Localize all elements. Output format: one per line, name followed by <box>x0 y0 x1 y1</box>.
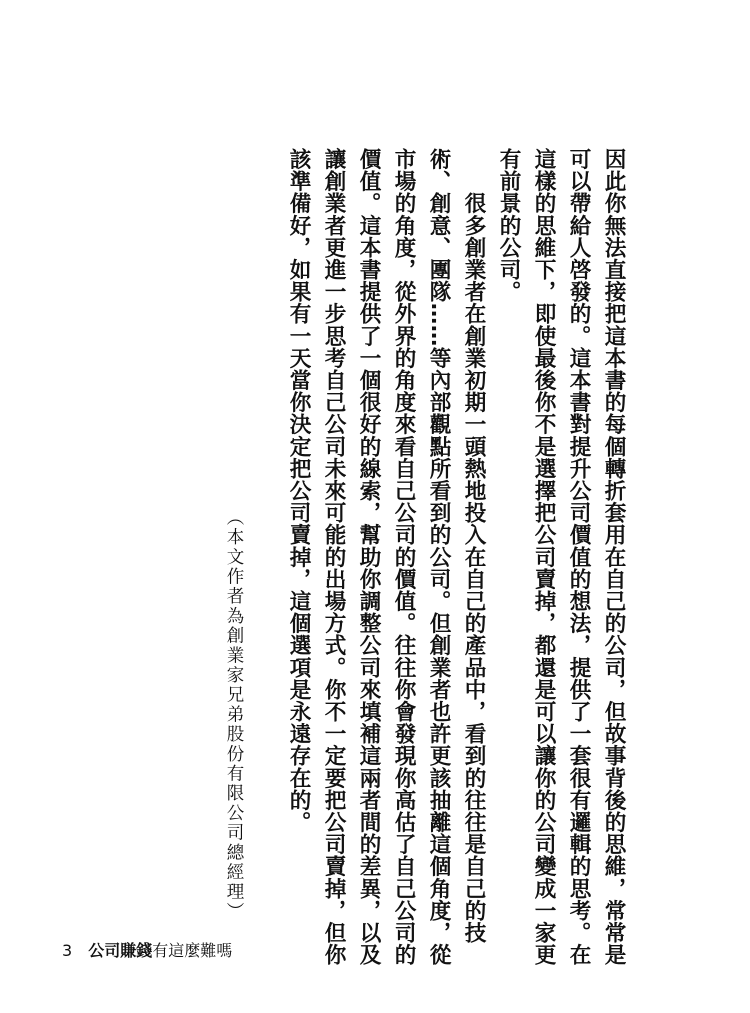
text-column-2: 可以帶給人啓發的。這本書對提升公司價值的想法，提供了一套很有邏輯的思考。在 <box>566 148 591 966</box>
text-column-8: 價值。這本書提供了一個很好的線索，幫助你調整公司來填補這兩者間的差異，以及 <box>356 148 381 966</box>
text-column-4: 有前景的公司。 <box>496 148 521 303</box>
author-note: （本文作者為創業家兄弟股份有限公司總經理） <box>224 508 244 922</box>
text-column-5: 很多創業者在創業初期一頭熱地投入在自己的產品中，看到的往往是自己的技 <box>461 148 486 944</box>
book-title-bold: 公司賺錢 <box>88 941 153 960</box>
text-column-7: 市場的角度，從外界的角度來看自己公司的價值。往往你會發現你高估了自己公司的 <box>391 148 416 966</box>
text-column-10: 該準備好，如果有一天當你決定把公司賣掉，這個選項是永遠存在的。 <box>286 148 311 834</box>
book-title-regular: 有這麼難嗎 <box>152 941 233 960</box>
page-number: 3 <box>62 941 73 960</box>
page-footer <box>62 938 232 961</box>
text-column-1: 因此你無法直接把這本書的每個轉折套用在自己的公司，但故事背後的思維，常常是 <box>601 148 626 966</box>
text-column-9: 讓創業者更進一步思考自己公司未來可能的出場方式。你不一定要把公司賣掉，但你 <box>321 148 346 966</box>
text-column-3: 這樣的思維下，即使最後你不是選擇把公司賣掉，都還是可以讓你的公司變成一家更 <box>531 148 556 966</box>
text-column-6: 術、創意、團隊……等內部觀點所看到的公司。但創業者也許更該抽離這個角度，從 <box>426 148 451 966</box>
